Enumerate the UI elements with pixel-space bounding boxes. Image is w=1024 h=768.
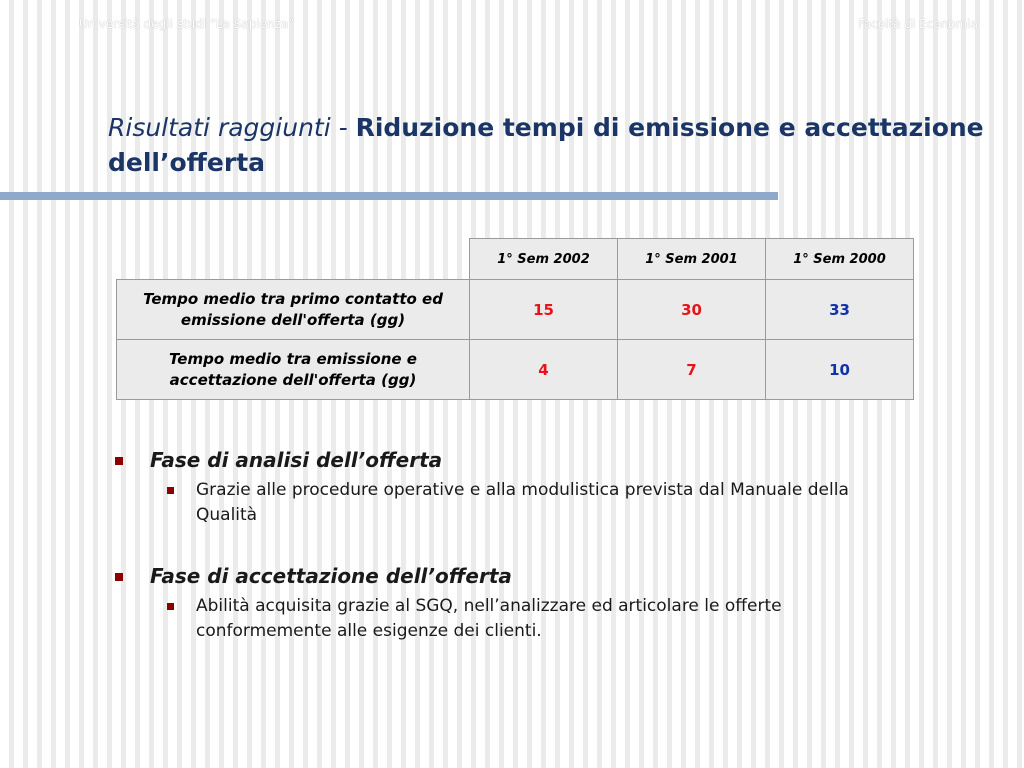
table-cell: 7 xyxy=(618,340,766,400)
sub-bullet-item xyxy=(196,594,912,644)
table-row xyxy=(117,340,914,400)
title-main-part: Riduzione tempi di emissione e accettazione dell’offerta xyxy=(108,113,984,177)
table-cell: 33 xyxy=(766,280,914,340)
table-cell: 10 xyxy=(766,340,914,400)
sub-bullet-text: Grazie alle procedure operative e alla modulistica prevista dal Manuale della Qualità xyxy=(196,480,849,525)
sub-bullet-square-icon xyxy=(167,603,174,610)
bullet-item xyxy=(112,446,912,474)
header-university: Università degli studi “La Sapienza” xyxy=(79,17,295,31)
sub-bullet-item xyxy=(196,478,912,528)
header-faculty: Facoltà di Economia xyxy=(858,17,978,31)
column-header: 1° Sem 2002 xyxy=(470,239,618,280)
row-label: Tempo medio tra primo contatto ed emissione dell'offerta (gg) xyxy=(117,280,470,340)
sub-bullet-text: Abilità acquisita grazie al SGQ, nell’analizzare ed articolare le offerte conformemente alle esigenze dei clienti. xyxy=(196,596,782,641)
table-cell: 4 xyxy=(470,340,618,400)
column-header: 1° Sem 2001 xyxy=(618,239,766,280)
bullet-square-icon xyxy=(115,457,123,465)
table-corner xyxy=(117,239,470,280)
table-row xyxy=(117,280,914,340)
table-header-row xyxy=(117,239,914,280)
bullet-text: Fase di accettazione dell’offerta xyxy=(150,564,512,588)
table-cell: 15 xyxy=(470,280,618,340)
title-italic-part: Risultati raggiunti - xyxy=(108,113,356,142)
sub-bullet-square-icon xyxy=(167,487,174,494)
row-label: Tempo medio tra emissione e accettazione dell'offerta (gg) xyxy=(117,340,470,400)
table-cell: 30 xyxy=(618,280,766,340)
slide-title xyxy=(108,110,988,180)
column-header: 1° Sem 2000 xyxy=(766,239,914,280)
bullet-list xyxy=(112,446,912,644)
bullet-text: Fase di analisi dell’offerta xyxy=(150,448,443,472)
results-table xyxy=(116,238,914,400)
bullet-square-icon xyxy=(115,573,123,581)
title-divider xyxy=(0,192,778,200)
bullet-item xyxy=(112,562,912,590)
